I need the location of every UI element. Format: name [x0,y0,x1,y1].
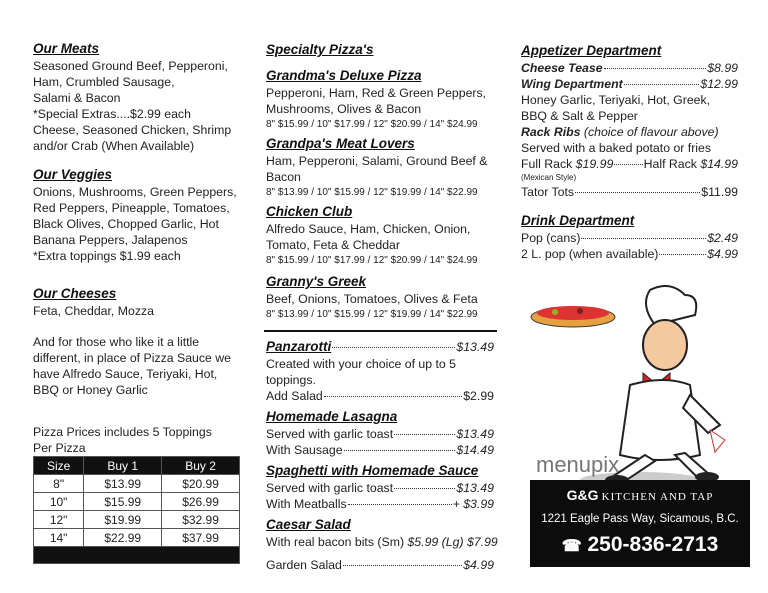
cell: 10" [34,493,84,511]
item-label: Add Salad [266,389,323,403]
item-price: $11.99 [701,185,738,199]
specialty-title: Specialty Pizza's [266,42,374,57]
item-price: + $3.99 [452,497,494,511]
text-line: BBQ or Honey Garlic [33,383,148,397]
text-line: Pizza Prices includes 5 Toppings [33,425,212,439]
text-line: Onions, Mushrooms, Green Peppers, [33,185,237,199]
item-label: Tator Tots [521,185,575,199]
text-line: Tomato, Feta & Cheddar [266,238,400,252]
text-line: Alfredo Sauce, Ham, Chicken, Onion, [266,222,471,236]
cell: $37.99 [162,529,240,547]
appetizer-title: Appetizer Department [521,43,662,58]
text-line: Beef, Onions, Tomatoes, Olives & Feta [266,292,478,306]
text-line: Served with a baked potato or fries [521,141,712,155]
table-row [34,475,240,493]
meats-section [33,40,231,154]
text-line: Red Peppers, Pineapple, Tomatoes, [33,201,230,215]
item-price: $14.99 [700,157,738,171]
item-label: Full Rack [521,157,573,171]
pizza-prices: 8" $13.99 / 10" $15.99 / 12" $19.99 / 14" $22.99 [266,309,478,320]
meats-title: Our Meats [33,41,100,56]
text-line: Feta, Cheddar, Mozza [33,304,154,318]
item-name: Wing Department [521,77,623,91]
text-line: Ham, Pepperoni, Salami, Ground Beef & [266,154,488,168]
item-name: Rack Ribs [521,125,581,139]
cheeses-title: Our Cheeses [33,286,117,301]
item-label: Garden Salad [266,558,342,572]
item-price: $7.99 [466,535,498,549]
cell: $13.99 [84,475,162,493]
item-name: Panzarotti [266,339,332,354]
item-price: $13.49 [456,427,494,441]
table-row [34,511,240,529]
table-footer [34,547,240,564]
pizza-price-table [33,456,240,564]
mains-section [266,338,498,573]
item-label: Served with garlic toast [266,481,394,495]
text-line: Honey Garlic, Teriyaki, Hot, Greek, [521,93,711,107]
item-price: $8.99 [707,61,738,75]
pizza-name: Grandpa's Meat Lovers [266,136,415,151]
item-price: $13.49 [456,481,494,495]
item-price: $14.49 [456,443,494,457]
text-line: and/or Crab (When Available) [33,139,195,153]
text-line: Created with your choice of up to 5 [266,357,457,371]
pizza-prices: 8" $15.99 / 10" $17.99 / 12" $20.99 / 14" $24.99 [266,119,478,130]
item-name: Spaghetti with Homemade Sauce [266,463,479,478]
cell: $22.99 [84,529,162,547]
text-line: Ham, Crumbled Sausage, [33,75,175,89]
item-label: Half Rack [643,157,697,171]
text-line: BBQ & Salt & Pepper [521,109,638,123]
item-price: $2.99 [463,389,494,403]
drink-title: Drink Department [521,213,635,228]
cell: $26.99 [162,493,240,511]
item-label: Pop (cans) [521,231,581,245]
divider [264,330,497,332]
cell: $20.99 [162,475,240,493]
table-header: Buy 2 [162,457,240,475]
restaurant-card [530,480,750,567]
drink-section [521,212,738,262]
watermark: menupix [536,452,620,477]
text-line: different, in place of Pizza Sauce we [33,351,232,365]
item-label: With real bacon bits (Sm) [266,535,405,549]
cell: 14" [34,529,84,547]
pizza-prices: 8" $13.99 / 10" $15.99 / 12" $19.99 / 14" $22.99 [266,187,478,198]
item-label: With Sausage [266,443,343,457]
item-price: $12.99 [700,77,738,91]
table-header: Buy 1 [84,457,162,475]
table-header: Size [34,457,84,475]
veggies-section [33,166,237,264]
item-note: (choice of flavour above) [583,125,719,139]
text-line: Bacon [266,170,301,184]
text-line: Pepperoni, Ham, Red & Green Peppers, [266,86,487,100]
item-price: $4.99 [707,247,738,261]
item-label: With Meatballs [266,497,347,511]
item-price: $5.99 [407,535,439,549]
text-line: Seasoned Ground Beef, Pepperoni, [33,59,228,73]
item-name: Caesar Salad [266,517,351,532]
text-line: Salami & Bacon [33,91,121,105]
pizza-prices-note [33,424,212,456]
text-line: *Special Extras....$2.99 each [33,107,191,121]
item-price: $4.99 [463,558,494,572]
phone-icon: ☎ [561,538,582,555]
cell: $32.99 [162,511,240,529]
cell: $19.99 [84,511,162,529]
pizza-prices: 8" $15.99 / 10" $17.99 / 12" $20.99 / 14" $24.99 [266,255,478,266]
item-label: (Lg) [441,535,464,549]
text-line: Per Pizza [33,441,86,455]
text-line: And for those who like it a little [33,335,200,349]
item-name: Cheese Tease [521,61,603,75]
appetizer-section [521,42,738,200]
phone-number[interactable]: 250-836-2713 [587,533,719,556]
cell: 8" [34,475,84,493]
item-price: $19.99 [575,157,614,171]
text-line: Black Olives, Chopped Garlic, Hot [33,217,219,231]
item-price: $2.49 [707,231,738,245]
table-row [34,529,240,547]
text-line: *Extra toppings $1.99 each [33,249,181,263]
pizza-name: Granny's Greek [266,274,367,289]
item-name: Homemade Lasagna [266,409,398,424]
text-line: Banana Peppers, Jalapenos [33,233,188,247]
pizza-name: Grandma's Deluxe Pizza [266,68,422,83]
text-line: have Alfredo Sauce, Teriyaki, Hot, [33,367,218,381]
item-label: 2 L. pop (when available) [521,247,659,261]
sauces-section [33,334,231,398]
item-label: Served with garlic toast [266,427,394,441]
brand-subtitle: KITCHEN AND TAP [601,491,714,503]
text-line: Cheese, Seasoned Chicken, Shrimp [33,123,232,137]
text-line: Mushrooms, Olives & Bacon [266,102,422,116]
address: 1221 Eagle Pass Way, Sicamous, B.C. [541,513,739,525]
table-row [34,493,240,511]
item-price: $13.49 [456,340,494,354]
cell: 12" [34,511,84,529]
text-line: toppings. [266,373,316,387]
cheeses-section [33,285,154,319]
text-line: (Mexican Style) [521,173,577,182]
specialty-section [266,41,498,322]
brand-logo: G&G [566,487,599,503]
pizza-name: Chicken Club [266,204,353,219]
veggies-title: Our Veggies [33,167,113,182]
cell: $15.99 [84,493,162,511]
